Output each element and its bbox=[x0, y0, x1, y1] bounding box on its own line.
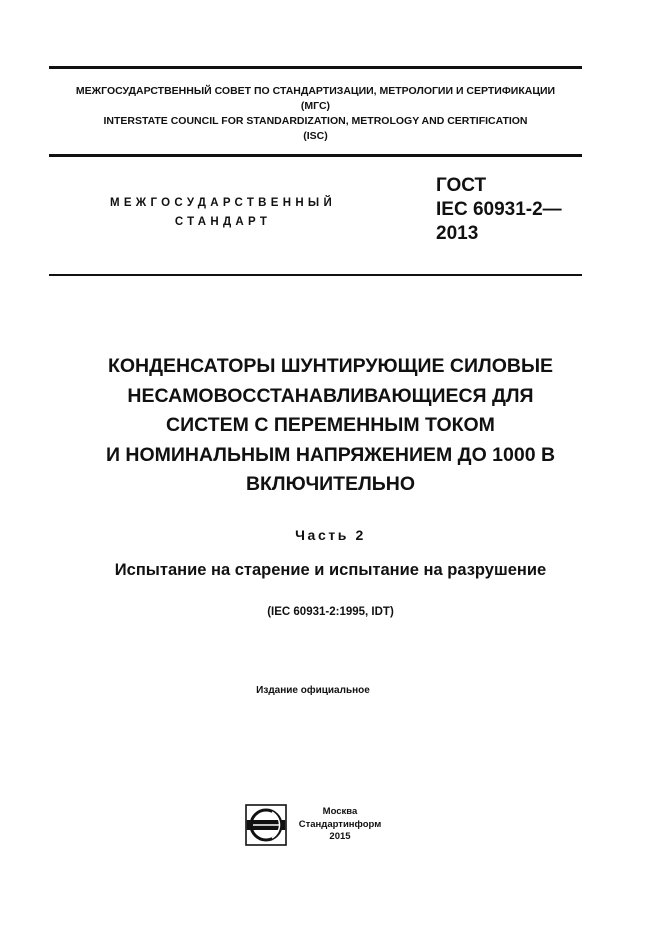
council-rule bbox=[49, 154, 582, 157]
iec-reference: (IEC 60931-2:1995, IDT) bbox=[267, 606, 394, 618]
title-line-1: КОНДЕНСАТОРЫ ШУНТИРУЮЩИЕ СИЛОВЫЕ bbox=[107, 355, 554, 377]
standard-type bbox=[78, 194, 368, 232]
part-label: Часть 2 bbox=[295, 527, 366, 543]
edition-note: Издание официальное bbox=[256, 685, 370, 696]
title-line-3: СИСТЕМ С ПЕРЕМЕННЫМ ТОКОМ bbox=[166, 414, 495, 436]
publisher-block bbox=[290, 806, 390, 844]
council-ru-name: МЕЖГОСУДАРСТВЕННЫЙ СОВЕТ ПО СТАНДАРТИЗАЦИИ, МЕТРОЛОГИИ И СЕРТИФИКАЦИИ bbox=[75, 85, 556, 97]
designation-rule bbox=[49, 274, 582, 276]
title-line-5: ВКЛЮЧИТЕЛЬНО bbox=[245, 473, 416, 495]
council-header bbox=[49, 84, 582, 144]
standard-type-line1: МЕЖГОСУДАРСТВЕННЫЙ bbox=[109, 197, 337, 209]
part-subtitle: Испытание на старение и испытание на разрушение bbox=[114, 561, 547, 579]
council-en-name: INTERSTATE COUNCIL FOR STANDARDIZATION, METROLOGY AND CERTIFICATION bbox=[103, 115, 528, 127]
publisher-name: Стандартинформ bbox=[298, 818, 382, 830]
title-line-4: И НОМИНАЛЬНЫМ НАПРЯЖЕНИЕМ ДО 1000 В bbox=[105, 443, 556, 466]
publication-year: 2015 bbox=[329, 831, 351, 842]
document-title bbox=[20, 352, 641, 500]
designation-prefix: ГОСТ bbox=[436, 175, 487, 196]
publisher-city: Москва bbox=[322, 806, 358, 817]
designation-number: IEC 60931-2— bbox=[436, 199, 562, 220]
title-line-2: НЕСАМОВОССТАНАВЛИВАЮЩИЕСЯ ДЛЯ bbox=[127, 384, 534, 407]
standard-designation bbox=[436, 174, 562, 246]
designation-year: 2013 bbox=[436, 223, 479, 244]
standartinform-logo-icon bbox=[245, 804, 287, 846]
standard-type-line2: СТАНДАРТ bbox=[174, 216, 272, 228]
top-rule bbox=[49, 66, 582, 69]
council-ru-abbr: (МГС) bbox=[300, 100, 331, 112]
council-en-abbr: (ISC) bbox=[303, 130, 328, 142]
